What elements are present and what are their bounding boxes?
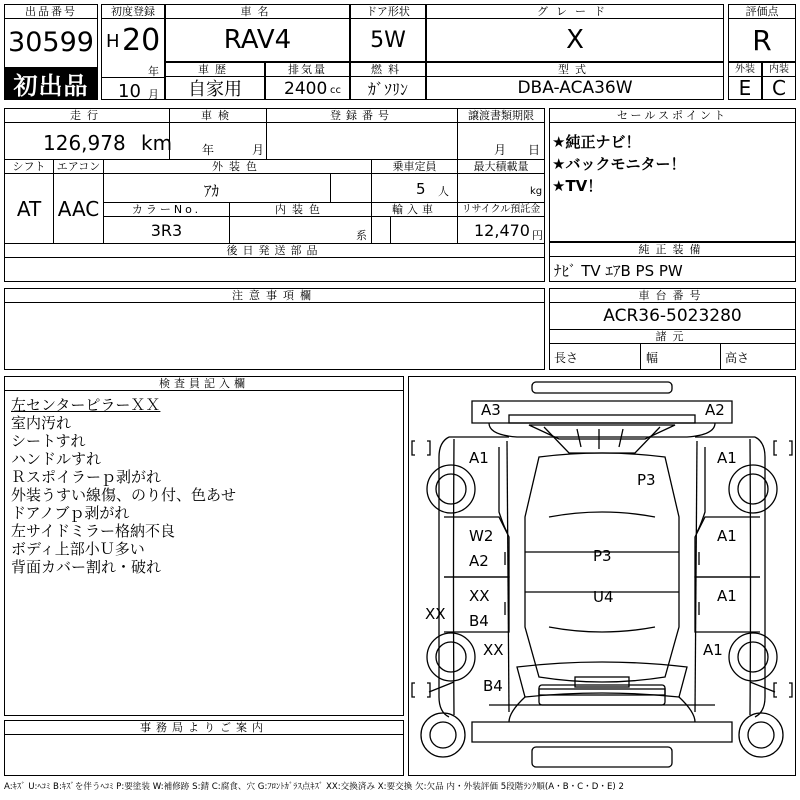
int-grade: C bbox=[772, 76, 786, 100]
sales-point: ★純正ナビ！ bbox=[552, 133, 641, 151]
inspection-month-unit: 月 bbox=[252, 143, 265, 157]
inspection-label: 車検 bbox=[170, 109, 267, 123]
reg-year: 20 bbox=[122, 23, 161, 58]
recycle-fee: 12,470 bbox=[474, 221, 530, 240]
car-name-box bbox=[165, 4, 350, 62]
equipment-label: 純正装備 bbox=[550, 243, 795, 257]
displacement-label: 排気量 bbox=[266, 63, 349, 77]
era-text: H bbox=[106, 31, 120, 52]
inspector-note: ドアノブｐ剥がれ bbox=[11, 504, 130, 522]
width-label: 幅 bbox=[646, 351, 659, 365]
damage-mark: XX bbox=[469, 587, 490, 605]
height-label: 高さ bbox=[725, 351, 750, 365]
chassis-box bbox=[549, 288, 796, 370]
transfer-day-unit: 日 bbox=[528, 143, 541, 157]
ext-grade-box bbox=[728, 62, 762, 100]
inspector-note: 背面カバー割れ・破れ bbox=[11, 558, 162, 576]
capacity-unit: 人 bbox=[438, 185, 449, 198]
office-box bbox=[4, 720, 404, 776]
details-block bbox=[4, 108, 545, 282]
damage-mark: XX bbox=[425, 605, 446, 623]
inspector-note: ボディ上部小Ｕ多い bbox=[11, 540, 145, 558]
ext-grade: E bbox=[738, 76, 752, 100]
sales-point: ★バックモニター！ bbox=[552, 155, 686, 173]
history: 自家用 bbox=[188, 79, 242, 100]
shift-label: シフト bbox=[5, 160, 54, 174]
displacement: 2400 bbox=[284, 79, 328, 99]
damage-mark: XX bbox=[483, 641, 504, 659]
load-label: 最大積載量 bbox=[458, 160, 544, 174]
damage-mark: B4 bbox=[469, 612, 489, 630]
reg-no-label: 登録番号 bbox=[267, 109, 458, 123]
score: R bbox=[752, 23, 772, 57]
mileage-label: 走行 bbox=[5, 109, 170, 123]
fuel-box bbox=[350, 62, 426, 100]
ext-grade-label: 外装 bbox=[729, 63, 761, 77]
model-box bbox=[426, 62, 724, 100]
equipment-box bbox=[549, 242, 796, 282]
inspector-note: ハンドルすれ bbox=[11, 450, 102, 468]
fuel: ｶﾞｿﾘﾝ bbox=[367, 79, 408, 99]
fuel-label: 燃料 bbox=[351, 63, 425, 77]
grade-box bbox=[426, 4, 724, 62]
recycle-unit: 円 bbox=[532, 229, 543, 242]
door-type: 5W bbox=[370, 27, 406, 53]
first-registration-box bbox=[101, 4, 165, 100]
lot-number: 30599 bbox=[8, 26, 94, 58]
damage-mark: A1 bbox=[717, 449, 737, 467]
inspector-note: 外装うすい線傷、のり付、色あせ bbox=[11, 486, 237, 504]
capacity: 5 bbox=[416, 180, 426, 198]
transfer-label: 譲渡書類期限 bbox=[458, 109, 544, 123]
exterior-color: ｱｶ bbox=[204, 182, 220, 200]
model-code: DBA-ACA36W bbox=[517, 78, 633, 98]
damage-mark: A1 bbox=[717, 527, 737, 545]
inspector-box bbox=[4, 376, 404, 716]
import-label: 輸入車 bbox=[372, 203, 458, 217]
damage-mark: A1 bbox=[717, 587, 737, 605]
door-box bbox=[350, 4, 426, 62]
inspector-note: 室内汚れ bbox=[11, 414, 72, 432]
dimensions-label: 諸元 bbox=[550, 329, 795, 344]
sales-points-label: セールスポイント bbox=[550, 109, 795, 123]
inspection-year-unit: 年 bbox=[202, 143, 215, 157]
chassis-number: ACR36-5023280 bbox=[603, 306, 742, 326]
first-listing-badge: 初出品 bbox=[5, 67, 97, 99]
damage-mark: A3 bbox=[481, 401, 501, 419]
model-label: 型式 bbox=[427, 63, 723, 77]
length-label: 長さ bbox=[554, 351, 579, 365]
car-diagram bbox=[409, 377, 795, 775]
sales-points-box bbox=[549, 108, 796, 242]
damage-mark: A1 bbox=[469, 449, 489, 467]
load-unit: kg bbox=[530, 186, 543, 197]
capacity-label: 乗車定員 bbox=[372, 160, 458, 174]
grade: X bbox=[566, 25, 584, 55]
transfer-month-unit: 月 bbox=[494, 143, 507, 157]
ac-label: エアコン bbox=[54, 160, 104, 174]
car-name-label: 車名 bbox=[166, 5, 349, 19]
grade-label: グレード bbox=[427, 5, 723, 19]
month-unit: 月 bbox=[148, 88, 159, 101]
inspector-note: シートすれ bbox=[11, 432, 86, 450]
mileage-unit: km bbox=[141, 131, 173, 155]
first-registration-label: 初度登録 bbox=[102, 5, 164, 19]
color-label: 外装色 bbox=[104, 160, 372, 174]
lot-box bbox=[4, 4, 98, 100]
car-name: RAV4 bbox=[223, 25, 292, 55]
lot-label: 出品番号 bbox=[5, 5, 97, 19]
history-box bbox=[165, 62, 265, 100]
score-label: 評価点 bbox=[729, 5, 795, 19]
caution-label: 注意事項欄 bbox=[5, 289, 544, 303]
mileage: 126,978 bbox=[43, 131, 126, 155]
chassis-label: 車台番号 bbox=[550, 289, 795, 303]
caution-box bbox=[4, 288, 545, 370]
score-box bbox=[728, 4, 796, 62]
history-label: 車歴 bbox=[166, 63, 264, 77]
color-no: 3R3 bbox=[104, 217, 230, 243]
damage-mark: U4 bbox=[593, 588, 614, 606]
door-label: ドア形状 bbox=[351, 5, 425, 19]
reg-no-value bbox=[267, 123, 458, 159]
damage-mark: A2 bbox=[469, 552, 489, 570]
color-no-label: カラーNo. bbox=[104, 203, 230, 217]
inspector-note: 左サイドミラー格納不良 bbox=[11, 522, 175, 540]
int-grade-label: 内装 bbox=[763, 63, 795, 77]
inspector-note: Ｒスポイラーｐ剥がれ bbox=[11, 468, 162, 486]
damage-mark: P3 bbox=[593, 547, 612, 565]
reg-month: 10 bbox=[118, 81, 141, 102]
recycle-label: リサイクル預託金 bbox=[458, 203, 544, 217]
damage-mark: A1 bbox=[703, 641, 723, 659]
aircon: AAC bbox=[54, 174, 104, 243]
damage-mark: B4 bbox=[483, 677, 503, 695]
equipment: ﾅﾋﾞ TV ｴｱB PS PW bbox=[554, 262, 683, 280]
office-label: 事務局よりご案内 bbox=[5, 721, 403, 735]
sales-point: ★TV！ bbox=[552, 177, 603, 195]
damage-mark: W2 bbox=[469, 527, 494, 545]
damage-mark: P3 bbox=[637, 471, 656, 489]
int-color-label: 内装色 bbox=[230, 203, 372, 217]
int-color-unit: 系 bbox=[356, 229, 367, 242]
car-diagram-box bbox=[408, 376, 796, 776]
inspector-note: 左センターピラーＸＸ bbox=[11, 396, 161, 414]
inspector-label: 検査員記入欄 bbox=[5, 377, 403, 391]
displacement-unit: cc bbox=[330, 85, 341, 96]
int-grade-box bbox=[762, 62, 796, 100]
legend: A:ｷｽﾞ U:ﾍｺﾐ B:ｷｽﾞを伴うﾍｺﾐ P:要塗装 W:補修跡 S:錆 C:腐食、穴 G:ﾌﾛﾝﾄｶﾞﾗｽ点ｷｽﾞ XX:交換済み X:要交換 欠:欠品 内・外装評価 5段階ﾗﾝｸ順(A・B・C・D・E) 2 bbox=[4, 782, 624, 792]
year-unit: 年 bbox=[148, 65, 159, 78]
later-parts-label: 後日発送部品 bbox=[5, 244, 544, 258]
shift: AT bbox=[5, 174, 54, 243]
displacement-box bbox=[265, 62, 350, 100]
damage-mark: A2 bbox=[705, 401, 725, 419]
